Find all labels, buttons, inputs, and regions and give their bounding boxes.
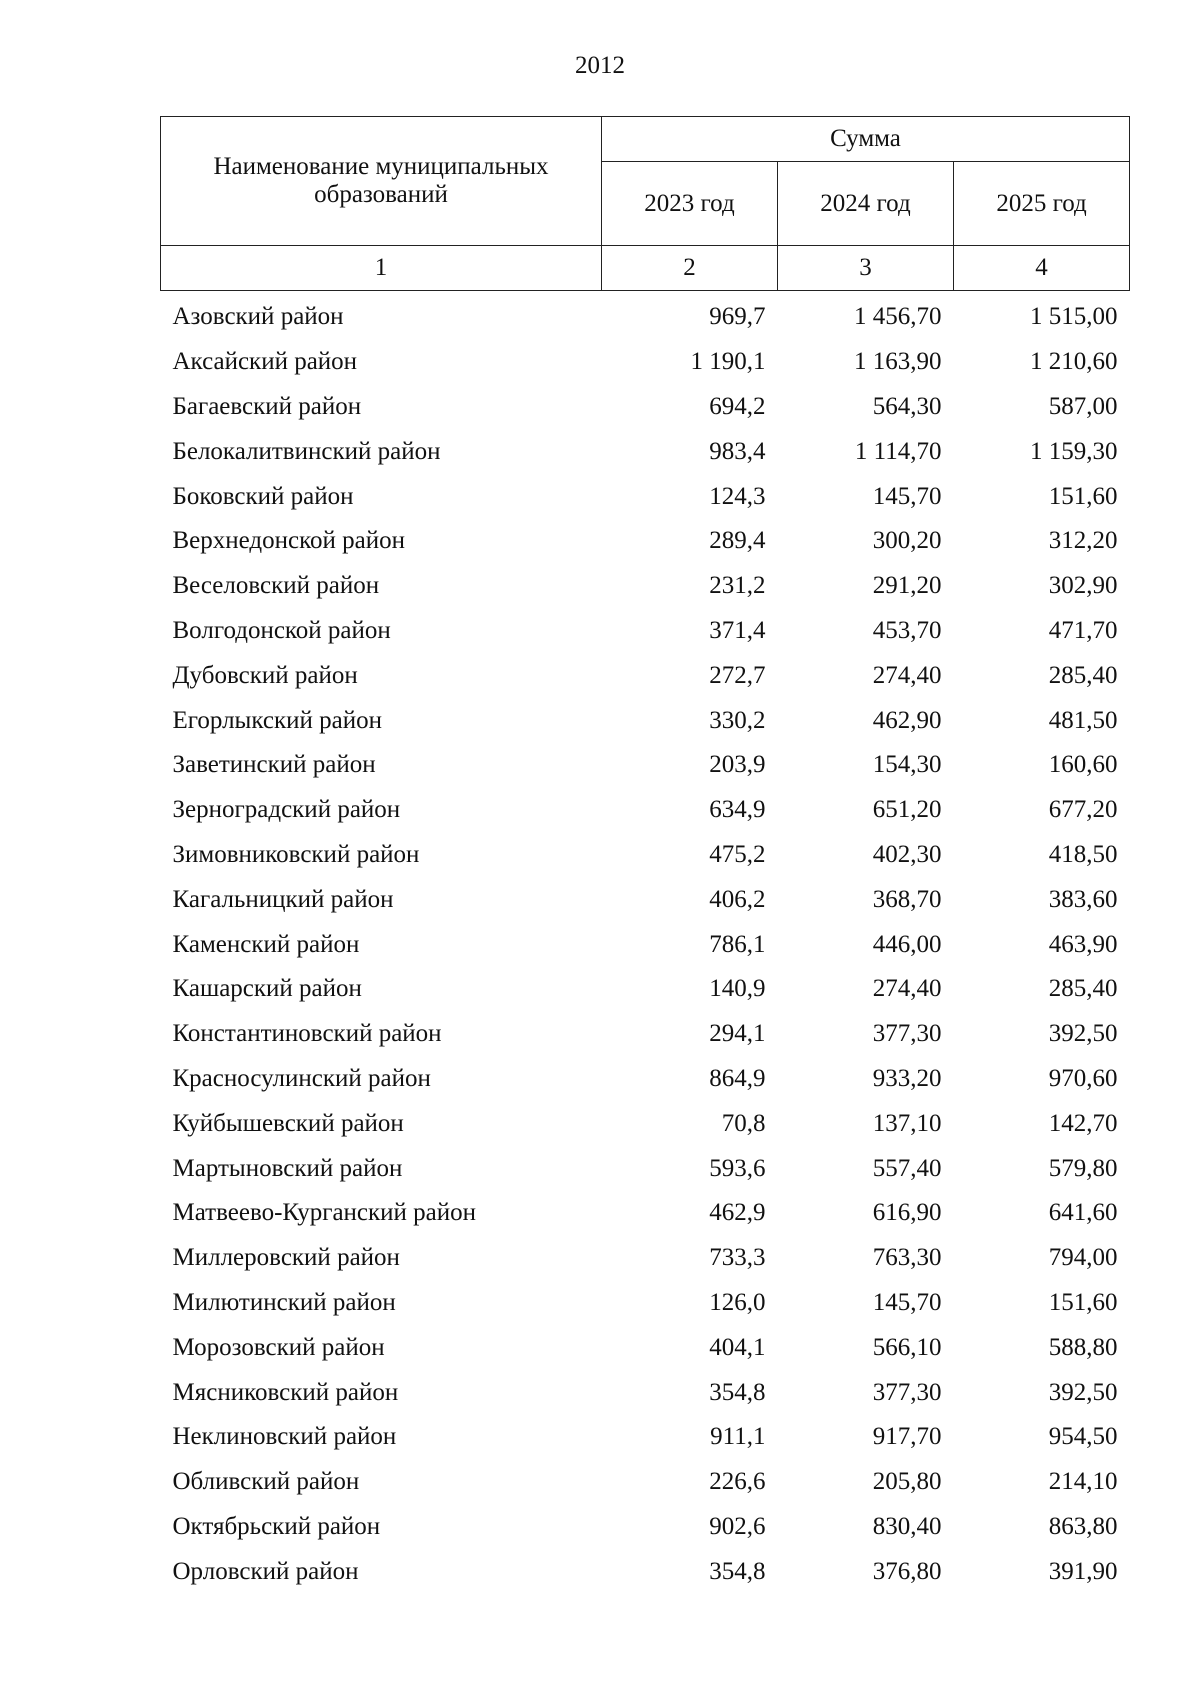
table-row [161,1057,1130,1102]
municipality-name-cell: Мартыновский район [172,1154,403,1182]
value-2025-cell: 863,80 [1048,1512,1118,1540]
value-2023-cell: 70,8 [721,1109,766,1137]
value-2025-cell: 970,60 [1048,1064,1118,1092]
value-2023-cell: 786,1 [709,930,766,958]
municipality-name-cell: Зимовниковский район [172,840,420,868]
value-2024-cell: 145,70 [872,1288,942,1316]
value-2024-cell: 274,40 [872,975,942,1003]
table-row [161,1281,1130,1326]
value-2024-cell: 1 163,90 [854,348,942,376]
value-2023-cell: 634,9 [709,796,766,824]
value-2023-cell: 475,2 [709,840,766,868]
table-row [161,1012,1130,1057]
value-2024-cell: 453,70 [872,616,942,644]
value-2024-cell: 300,20 [872,527,942,555]
column-number-1: 1 [161,246,602,291]
municipality-name-cell: Верхнедонской район [172,527,405,555]
value-2024-cell: 137,10 [872,1109,942,1137]
value-2025-cell: 1 515,00 [1030,303,1118,331]
value-2025-cell: 151,60 [1048,1288,1118,1316]
table-row [161,609,1130,654]
municipality-name-cell: Милютинский район [172,1288,396,1316]
column-number-2: 2 [602,246,778,291]
municipality-name-cell: Неклиновский район [172,1423,397,1451]
value-2025-cell: 214,10 [1048,1468,1118,1496]
value-2023-cell: 1 190,1 [690,348,766,376]
value-2025-cell: 677,20 [1048,796,1118,824]
value-2023-cell: 694,2 [709,392,766,420]
municipality-name-cell: Куйбышевский район [172,1109,404,1137]
value-2023-cell: 733,3 [709,1244,766,1272]
value-2023-cell: 911,1 [710,1423,766,1451]
value-2025-cell: 285,40 [1048,975,1118,1003]
value-2024-cell: 917,70 [872,1423,942,1451]
municipality-name-cell: Орловский район [172,1557,359,1585]
table-row [161,877,1130,922]
table-row [161,1415,1130,1460]
table-row [161,653,1130,698]
table-row [161,429,1130,474]
value-2024-cell: 557,40 [872,1154,942,1182]
value-2025-cell: 142,70 [1048,1109,1118,1137]
value-2024-cell: 566,10 [872,1333,942,1361]
value-2025-cell: 588,80 [1048,1333,1118,1361]
table-row [161,698,1130,743]
table-row [161,340,1130,385]
value-2025-cell: 392,50 [1048,1378,1118,1406]
header-year-2023: 2023 год [602,162,778,246]
municipality-name-cell: Белокалитвинский район [172,437,441,465]
value-2023-cell: 983,4 [709,437,766,465]
value-2025-cell: 463,90 [1048,930,1118,958]
municipality-name-cell: Заветинский район [172,751,376,779]
value-2023-cell: 124,3 [709,482,766,510]
value-2023-cell: 330,2 [709,706,766,734]
value-2024-cell: 154,30 [872,751,942,779]
municipality-name-cell: Багаевский район [172,392,362,420]
table-row [161,1460,1130,1505]
column-number-4: 4 [954,246,1130,291]
municipality-name-cell: Миллеровский район [172,1244,400,1272]
page-number: 2012 [575,52,625,79]
value-2025-cell: 418,50 [1048,840,1118,868]
value-2025-cell: 1 159,30 [1030,437,1118,465]
municipality-name-cell: Морозовский район [172,1333,385,1361]
value-2025-cell: 392,50 [1048,1020,1118,1048]
value-2025-cell: 481,50 [1048,706,1118,734]
value-2024-cell: 564,30 [872,392,942,420]
value-2024-cell: 1 114,70 [854,437,942,465]
value-2024-cell: 651,20 [872,796,942,824]
value-2025-cell: 312,20 [1048,527,1118,555]
value-2024-cell: 205,80 [872,1468,942,1496]
value-2023-cell: 203,9 [709,751,766,779]
table-row [161,1191,1130,1236]
value-2023-cell: 354,8 [709,1378,766,1406]
table-row [161,385,1130,430]
municipal-sums-table [160,116,1130,1594]
value-2025-cell: 160,60 [1048,751,1118,779]
municipality-name-cell: Матвеево-Курганский район [172,1199,477,1227]
municipality-name-cell: Азовский район [172,303,344,331]
municipality-name-cell: Веселовский район [172,572,380,600]
column-number-3: 3 [778,246,954,291]
value-2023-cell: 404,1 [709,1333,766,1361]
table-row [161,564,1130,609]
value-2023-cell: 462,9 [709,1199,766,1227]
table-row [161,474,1130,519]
header-year-2024: 2024 год [778,162,954,246]
value-2023-cell: 969,7 [709,303,766,331]
value-2024-cell: 763,30 [872,1244,942,1272]
value-2025-cell: 302,90 [1048,572,1118,600]
value-2023-cell: 294,1 [709,1020,766,1048]
header-municipality-name: Наименование муниципальных образований [161,117,602,246]
value-2025-cell: 587,00 [1048,392,1118,420]
municipality-name-cell: Егорлыкский район [172,706,382,734]
value-2025-cell: 794,00 [1048,1244,1118,1272]
value-2024-cell: 1 456,70 [854,303,942,331]
table-row [161,1101,1130,1146]
value-2023-cell: 406,2 [709,885,766,913]
table-row [161,291,1130,340]
municipality-name-cell: Дубовский район [172,661,358,689]
value-2025-cell: 151,60 [1048,482,1118,510]
value-2024-cell: 274,40 [872,661,942,689]
value-2024-cell: 368,70 [872,885,942,913]
municipality-name-cell: Зерноградский район [172,796,401,824]
value-2023-cell: 864,9 [709,1064,766,1092]
value-2023-cell: 226,6 [709,1468,766,1496]
value-2023-cell: 593,6 [709,1154,766,1182]
value-2025-cell: 1 210,60 [1030,348,1118,376]
header-year-2025: 2025 год [954,162,1130,246]
value-2024-cell: 446,00 [872,930,942,958]
value-2025-cell: 471,70 [1048,616,1118,644]
value-2025-cell: 954,50 [1048,1423,1118,1451]
value-2024-cell: 376,80 [872,1557,942,1585]
municipality-name-cell: Боковский район [172,482,354,510]
value-2025-cell: 285,40 [1048,661,1118,689]
value-2023-cell: 140,9 [709,975,766,1003]
value-2024-cell: 462,90 [872,706,942,734]
table-row [161,1549,1130,1594]
value-2025-cell: 383,60 [1048,885,1118,913]
table-row [161,743,1130,788]
value-2023-cell: 126,0 [709,1288,766,1316]
value-2023-cell: 231,2 [709,572,766,600]
value-2023-cell: 272,7 [709,661,766,689]
municipality-name-cell: Аксайский район [172,348,358,376]
value-2025-cell: 641,60 [1048,1199,1118,1227]
table-row [161,1370,1130,1415]
value-2025-cell: 579,80 [1048,1154,1118,1182]
value-2024-cell: 616,90 [872,1199,942,1227]
value-2023-cell: 902,6 [709,1512,766,1540]
municipality-name-cell: Константиновский район [172,1020,442,1048]
table-row [161,519,1130,564]
table-row [161,1325,1130,1370]
value-2024-cell: 402,30 [872,840,942,868]
municipality-name-cell: Красносулинский район [172,1064,431,1092]
value-2025-cell: 391,90 [1048,1557,1118,1585]
value-2024-cell: 291,20 [872,572,942,600]
municipality-name-cell: Мясниковский район [172,1378,399,1406]
value-2024-cell: 377,30 [872,1378,942,1406]
municipality-name-cell: Волгодонской район [172,616,391,644]
municipality-name-cell: Каменский район [172,930,360,958]
value-2024-cell: 145,70 [872,482,942,510]
table-row [161,922,1130,967]
value-2023-cell: 371,4 [709,616,766,644]
value-2023-cell: 354,8 [709,1557,766,1585]
municipality-name-cell: Кагальницкий район [172,885,394,913]
value-2024-cell: 933,20 [872,1064,942,1092]
value-2024-cell: 830,40 [872,1512,942,1540]
value-2024-cell: 377,30 [872,1020,942,1048]
table-row [161,1505,1130,1550]
header-sum-group: Сумма [602,117,1130,162]
table-row [161,967,1130,1012]
table-row [161,833,1130,878]
municipality-name-cell: Кашарский район [172,975,362,1003]
table-row [161,1146,1130,1191]
table-row [161,1236,1130,1281]
table-row [161,788,1130,833]
municipality-name-cell: Обливский район [172,1468,360,1496]
value-2023-cell: 289,4 [709,527,766,555]
table-body [161,291,1130,1595]
table-header [161,117,1130,291]
municipality-name-cell: Октябрьский район [172,1512,381,1540]
